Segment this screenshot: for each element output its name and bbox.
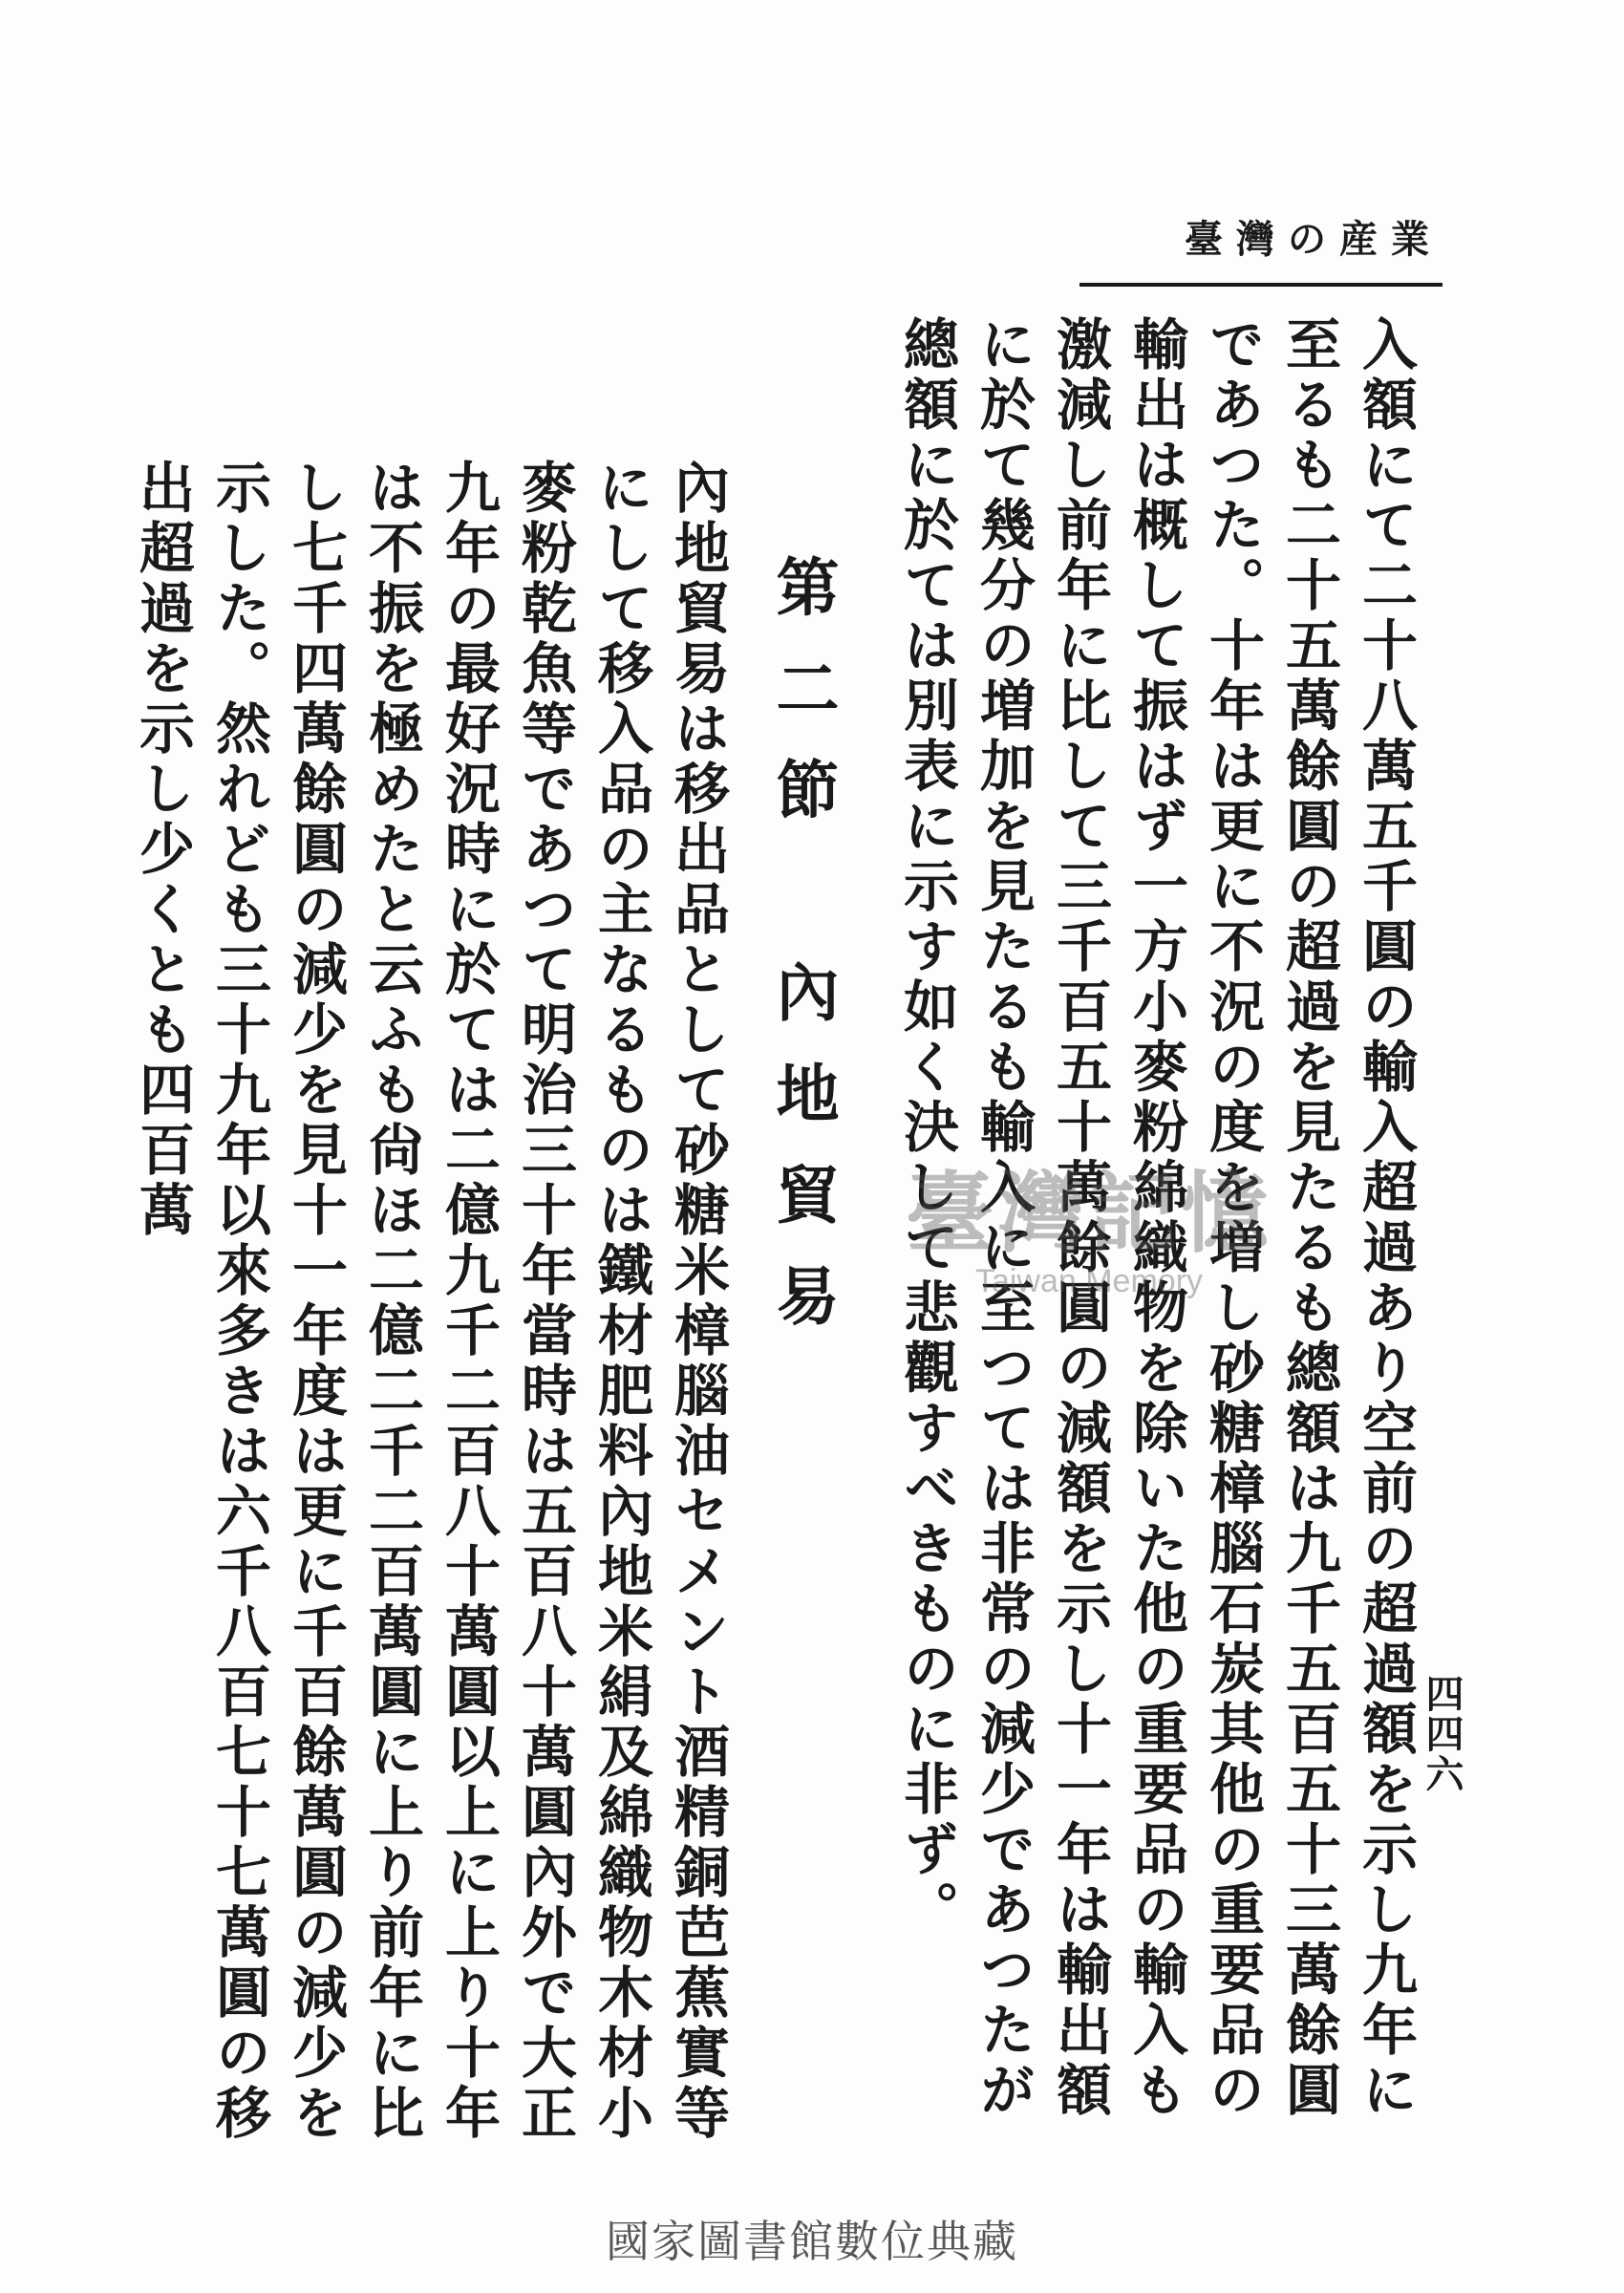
library-credit: 國家圖書館數位典藏 xyxy=(606,2216,1018,2267)
header-rule xyxy=(1079,283,1442,287)
vertical-text-block xyxy=(130,315,1423,2169)
running-header: 臺灣の産業 xyxy=(1185,217,1442,262)
watermark-english-text: Taiwan Memory xyxy=(974,1263,1204,1299)
page-number: 四四六 xyxy=(1420,1674,1464,1794)
paragraph-trade-overview: 入額にて二十八萬五千圓の輸入超過あり空前の超過額を示し九年に至るも二十五萬餘圓の超過を見たるも總額は九千五百五十三萬餘圓であつた。十年は更に不況の度を増し砂糖樟腦石炭其他の重要品の輸出は概して振はず一方小麥粉綿織物を除いた他の重要品の輸入も激減し前年に比して三千百五十萬餘圓の減額を示し十一年は輸出額に於て幾分の増加を見たるも輸入に至つては非常の減少であつたが總額に於ては別表に示す如く決して悲觀すべきものに非ず。 xyxy=(894,315,1418,2121)
watermark-chinese-text: 臺灣記憶 xyxy=(905,1162,1272,1265)
section-heading: 第二節 內地貿易 xyxy=(765,554,840,1364)
paragraph-domestic-trade: 內地貿易は移出品として砂糖米樟腦油セメント酒精銅芭蕉實等にして移入品の主なるものは鐵材肥料內地米絹及綿織物木材小麥粉乾魚等であつて明治三十年當時は五百八十萬圓內外で大正九年の最好況時に於ては二億九千二百八十萬圓以上に上り十年は不振を極めたと云ふも尙ほ二億二千二百萬圓に上り前年に比し七千四萬餘圓の減少を見十一年度は更に千百餘萬圓の減少を示した。然れども三十九年以來多きは六千八百七十七萬圓の移出超過を示し少くとも四百萬 xyxy=(130,459,730,2144)
